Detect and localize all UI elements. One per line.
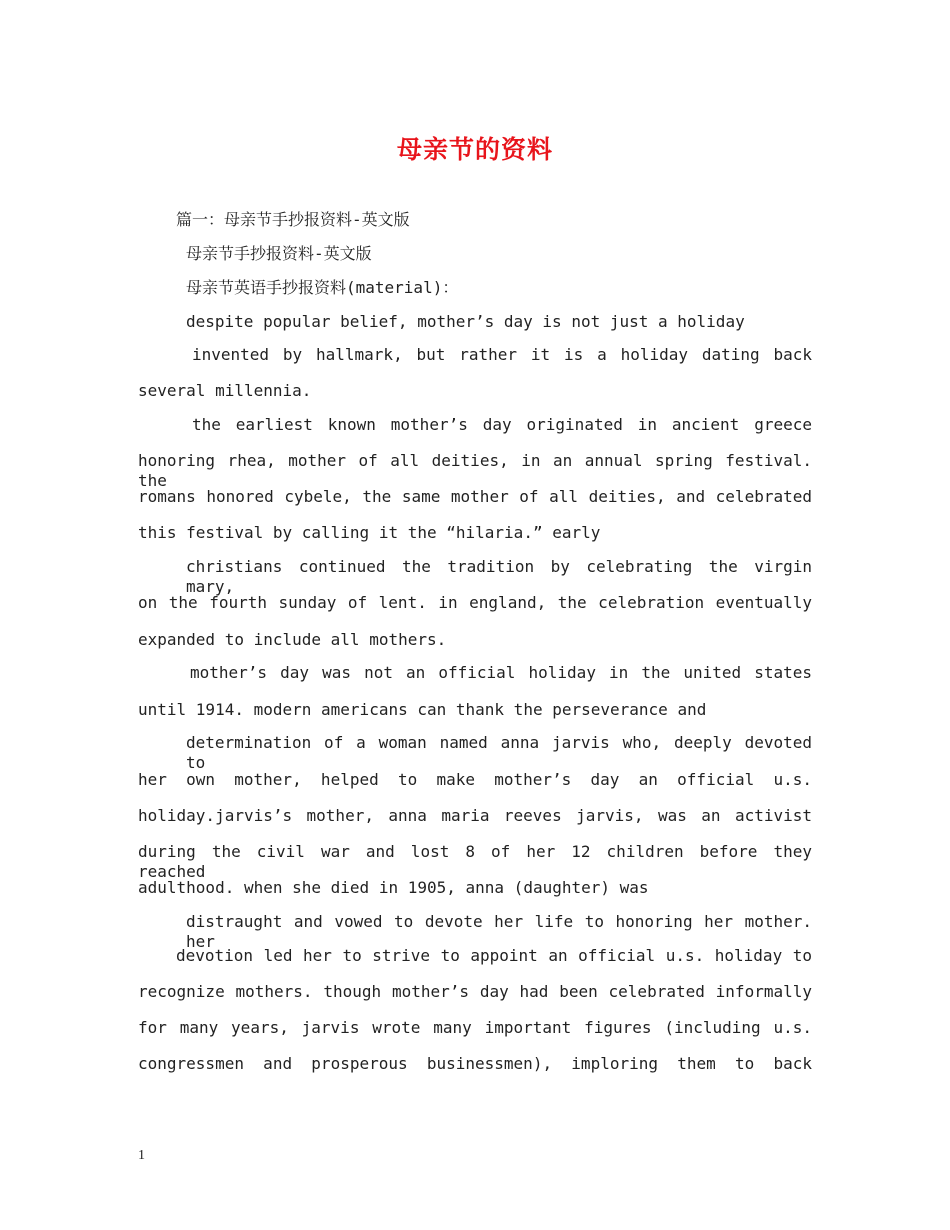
document-title: 母亲节的资料 [396,135,553,164]
text-line: 母亲节英语手抄报资料(material)： [186,278,459,297]
text-line: for many years, jarvis wrote many important figures (including u.s. [138,1018,812,1037]
text-line: during the civil war and lost 8 of her 12 children before they reached [138,842,812,881]
text-line: this festival by calling it the “hilaria.” early [138,523,601,542]
text-line: several millennia. [138,381,312,400]
text-line: 母亲节手抄报资料-英文版 [186,244,372,263]
text-line: expanded to include all mothers. [138,630,447,649]
text-line: the earliest known mother’s day originated in ancient greece [192,415,812,434]
text-line: despite popular belief, mother’s day is not just a holiday [186,312,745,331]
text-line: invented by hallmark, but rather it is a holiday dating back [192,345,812,364]
page-number: 1 [138,1148,145,1163]
section-heading: 篇一：母亲节手抄报资料-英文版 [176,210,410,229]
text-line: christians continued the tradition by celebrating the virgin mary, [186,557,812,596]
text-line: on the fourth sunday of lent. in england, the celebration eventually [138,593,812,612]
text-line: honoring rhea, mother of all deities, in an annual spring festival. the [138,451,812,490]
text-line: recognize mothers. though mother’s day had been celebrated informally [138,982,812,1001]
text-line: adulthood. when she died in 1905, anna (daughter) was [138,878,649,897]
text-line: until 1914. modern americans can thank the perseverance and [138,700,707,719]
text-line: congressmen and prosperous businessmen), imploring them to back [138,1054,812,1073]
text-line: distraught and vowed to devote her life to honoring her mother. her [186,912,812,951]
text-line: her own mother, helped to make mother’s day an official u.s. [138,770,812,789]
text-line: romans honored cybele, the same mother of all deities, and celebrated [138,487,812,506]
text-line: determination of a woman named anna jarvis who, deeply devoted to [186,733,812,772]
text-line: mother’s day was not an official holiday in the united states [190,663,812,682]
text-line: holiday.jarvis’s mother, anna maria reeves jarvis, was an activist [138,806,812,825]
text-line: devotion led her to strive to appoint an official u.s. holiday to [176,946,812,965]
